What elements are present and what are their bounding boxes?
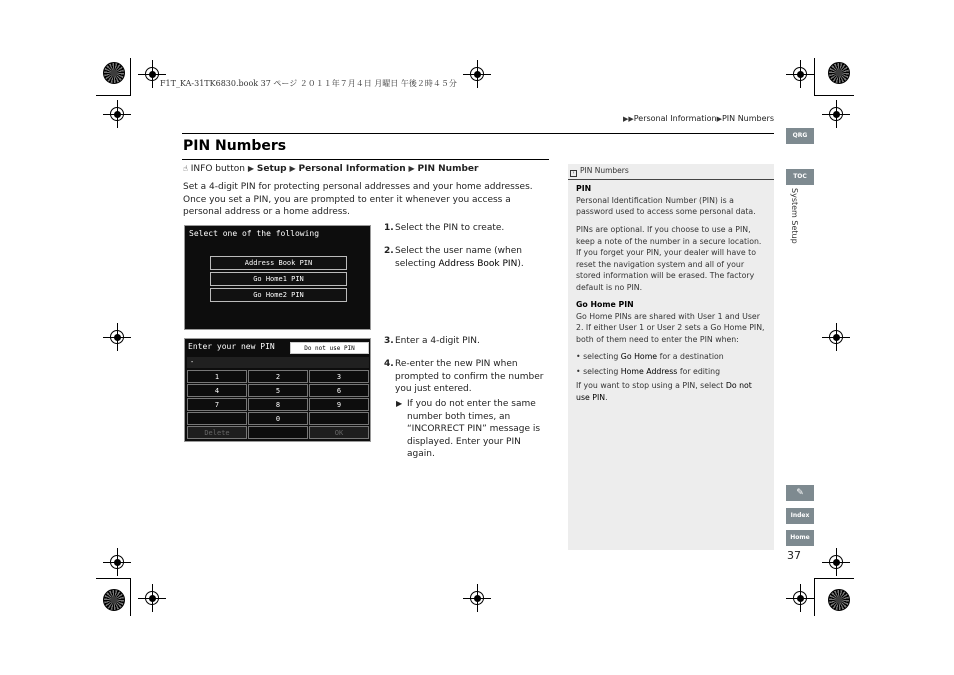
go-home-note <box>576 299 768 345</box>
home-tab[interactable]: Home <box>786 530 814 546</box>
step-number: 2. <box>384 246 394 256</box>
do-not-use-pin-button[interactable]: Do not use PIN <box>290 342 369 354</box>
key-blank <box>248 426 308 439</box>
registration-mark <box>786 60 814 88</box>
pin-heading: PIN <box>576 184 592 193</box>
key-7[interactable]: 7 <box>187 398 247 411</box>
registration-mark <box>138 584 166 612</box>
optional-note: PINs are optional. If you choose to use a PIN, keep a note of the number in a secure location. If you forget your PIN, your dealer will have to reset the navigation system and all of your stored information will be erased. The factory default is no PIN. <box>576 225 762 292</box>
breadcrumb-item[interactable]: PIN Numbers <box>721 114 774 123</box>
key-blank <box>309 412 369 425</box>
pin-text: Personal Identification Number (PIN) is a password used to access some personal data. <box>576 195 756 216</box>
go-home2-pin-button[interactable]: Go Home2 PIN <box>210 288 347 302</box>
step-text: Select the PIN to create. <box>395 223 505 233</box>
step-4-note <box>396 398 550 461</box>
title-rule <box>182 133 774 134</box>
registration-mark <box>822 548 850 576</box>
nav-setup: Setup <box>256 164 287 174</box>
stop-pin-note: If you want to stop using a PIN, select Do not use PIN. <box>576 381 752 402</box>
notes-icon: › <box>570 170 577 177</box>
registration-mark <box>463 584 491 612</box>
crop-line <box>814 578 815 616</box>
registration-mark <box>822 100 850 128</box>
crop-line <box>130 58 131 96</box>
step-number: 4. <box>384 359 394 369</box>
registration-mark <box>103 323 131 351</box>
crop-line <box>130 578 131 616</box>
pin-note <box>576 183 768 218</box>
registration-mark <box>103 548 131 576</box>
nav-arrow-icon: ▶ <box>289 164 296 173</box>
voice-command-icon: ✎ <box>796 488 804 498</box>
pin-select-screenshot <box>184 225 371 330</box>
nav-path <box>183 164 478 174</box>
arrow-icon: ▶ <box>396 399 403 408</box>
key-blank <box>187 412 247 425</box>
breadcrumb-arrow-icon: ▶▶ <box>622 115 634 123</box>
nav-pin-number: PIN Number <box>417 164 479 174</box>
step-text: Enter a 4-digit PIN. <box>395 336 480 346</box>
nav-personal-info: Personal Information <box>298 164 406 174</box>
breadcrumb <box>623 114 774 123</box>
ok-button[interactable]: OK <box>309 426 369 439</box>
toc-tab[interactable]: TOC <box>786 169 814 185</box>
key-5[interactable]: 5 <box>248 384 308 397</box>
chapter-label: System Setup <box>790 188 799 244</box>
keyword: Address Book PIN <box>438 258 518 269</box>
key-4[interactable]: 4 <box>187 384 247 397</box>
bullet-go-home: • selecting Go Home for a destination <box>576 352 724 361</box>
step-text: Re-enter the new PIN when prompted to confirm the number you just entered. <box>395 359 544 394</box>
registration-mark <box>103 100 131 128</box>
touch-icon: ☝ <box>183 164 188 173</box>
screen-title: Enter your new PIN <box>188 342 275 351</box>
step-text: Select the user name (when selecting Address Book PIN). <box>395 246 524 269</box>
index-tab[interactable]: Index <box>786 508 814 524</box>
nav-prefix: INFO button <box>190 164 245 174</box>
delete-button[interactable]: Delete <box>187 426 247 439</box>
breadcrumb-arrow-icon: ▶ <box>716 115 722 123</box>
key-1[interactable]: 1 <box>187 370 247 383</box>
registration-wheel-bottom-left <box>103 589 125 611</box>
step-number: 1. <box>384 223 394 233</box>
title-underline <box>182 159 549 160</box>
nav-arrow-icon: ▶ <box>247 164 254 173</box>
registration-mark <box>822 323 850 351</box>
key-3[interactable]: 3 <box>309 370 369 383</box>
qrg-tab[interactable]: QRG <box>786 128 814 144</box>
registration-mark <box>463 60 491 88</box>
bullet-home-address: • selecting Home Address for editing <box>576 367 721 376</box>
crop-line <box>814 95 854 96</box>
breadcrumb-item[interactable]: Personal Information <box>633 114 717 123</box>
address-book-pin-button[interactable]: Address Book PIN <box>210 256 347 270</box>
go-home-heading: Go Home PIN <box>576 300 634 309</box>
page-number: 37 <box>787 549 801 562</box>
registration-mark <box>786 584 814 612</box>
step-number: 3. <box>384 336 394 346</box>
crop-line <box>814 58 815 96</box>
print-header: F1T_KA-31TK6830.book 37 ページ ２０１１年７月４日 月曜日 午後２時４５分 <box>160 79 457 88</box>
key-6[interactable]: 6 <box>309 384 369 397</box>
key-8[interactable]: 8 <box>248 398 308 411</box>
key-2[interactable]: 2 <box>248 370 308 383</box>
crop-line <box>96 95 131 96</box>
note-text: If you do not enter the same number both times, an “INCORRECT PIN” message is displayed. Enter your PIN again. <box>407 399 541 459</box>
pin-entry-screenshot <box>184 338 371 442</box>
registration-wheel-bottom-right <box>828 589 850 611</box>
go-home-text: Go Home PINs are shared with User 1 and User 2. If either User 1 or User 2 sets a Go Home PIN, both of them need to enter the PIN when: <box>576 311 765 344</box>
nav-arrow-icon: ▶ <box>408 164 415 173</box>
voice-command-tab[interactable] <box>786 485 814 501</box>
notes-panel <box>568 164 774 550</box>
intro-paragraph: Set a 4-digit PIN for protecting personal addresses and your home addresses. Once you set a PIN, you are prompted to enter it whenever you access a personal address or a home address. <box>183 182 533 217</box>
page-title: PIN Numbers <box>183 138 287 154</box>
key-0[interactable]: 0 <box>248 412 308 425</box>
registration-wheel-top-left <box>103 62 125 84</box>
key-9[interactable]: 9 <box>309 398 369 411</box>
registration-wheel-top-right <box>828 62 850 84</box>
notes-header: › PIN Numbers <box>568 164 774 180</box>
pin-entry-field[interactable]: - <box>187 357 369 368</box>
crop-line <box>814 578 854 579</box>
crop-line <box>96 578 131 579</box>
screen-title: Select one of the following <box>189 229 320 238</box>
go-home1-pin-button[interactable]: Go Home1 PIN <box>210 272 347 286</box>
